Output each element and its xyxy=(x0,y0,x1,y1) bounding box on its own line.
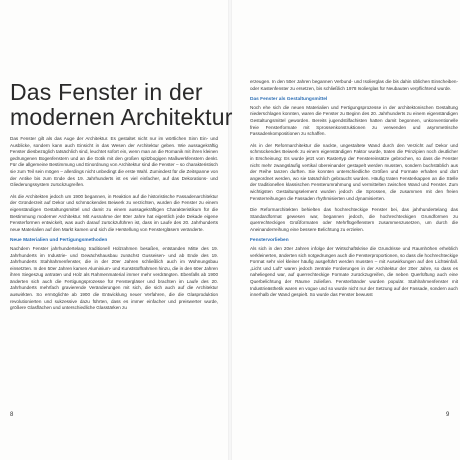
right-text-column xyxy=(250,79,458,304)
section-heading: Neue Materialien und Fertigungsmethoden xyxy=(10,238,108,244)
body-paragraph: Als in der Reformarchitektur die nackte, ungestaltete Wand durch den Verzicht auf Dekor und schmückendes Beiwerk zu einem eigenständigen Faktor wurde, traten die Prinzipien noch deutlicher in Erscheinung: Es wurde jetzt vom Rastertyp der Fenstereinsätze gebrochen, so dass die Fenster nicht mehr zwangsläufig vertikal übereinander gestapelt werden mussten, sondern buchstäblich aus der Reihe tanzen durften. Sie konnten unterschiedliche Größen und Formate erhalten und dort angeordnet werden, wo sie tatsächlich gebraucht wurden. Häufig traten Fensterkappen an die Stelle der traditionellen klassischen Fensterumrahmung und vermittelten zwischen Wand und Fenster. Zum wichtigsten Gestaltungselement wurden jedoch die Sprossen, die zusammen mit den freien Fensterreihungen die Fassaden rhythmisierten und dynamisierten. xyxy=(250,142,458,201)
body-paragraph: erzeugen. In den 50er Jahren begannen Verbund- und Isolierglas die bis dahin üblichen Einscheiben- oder Kastenfenster zu ersetzen, bis schließlich 1978 Isolierglas für Neubauten verpflichtend wurde. xyxy=(250,79,458,91)
chapter-title xyxy=(10,79,233,130)
chapter-title-line-2: modernen Architektur xyxy=(10,104,233,130)
body-paragraph: Die Reformarchitekten behielten das hochrechteckige Fenster bei, das jahrhundertelang das Standardformat gewesen war, begannen jedoch, die hochrechteckigen Grundformen zu querrechteckigen Großformaten oder Mehrflügelfenstern zusammenzusetzen, um durch die Aneinanderreihung eine bessere Belichtung zu erzielen. xyxy=(250,207,458,232)
intro-paragraph: Das Fenster gilt als das Auge der Architektur. Es gestaltet nicht nur im wörtlichen Sinn Ein- und Ausblicke, sondern kann auch Einsicht in das Wesen der Architektur geben. Wie aussagekräftig Fenster diesbezüglich tatsächlich sind, leuchtet sofort ein, wenn man an die Romanik mit ihren kleinen gedrungenen Bogenfenstern und an die Gotik mit den großen spitzbogigen Maßwerkfenstern denkt. Für die allgemeine Bestimmung und Einordnung von Architektur sind die Fenster – so charakteristisch sie zum Teil sein mögen – allerdings nicht unbedingt die erste Wahl. Zumindest für die Zeitspanne von der Antike bis zum Ende des 19. Jahrhunderts ist es viel einfacher, auf das Dekorations- und Gliederungssystem zurückzugreifen. xyxy=(10,136,218,188)
section-heading: Fenstervorlieben xyxy=(250,238,289,244)
right-page xyxy=(232,0,460,460)
body-paragraph: Als sich in den 20er Jahren infolge der Wirtschaftskrise die Grundrisse und Raumhöhen erheblich verkleinerten, änderten sich notgedrungen auch die Fensterproportionen, so dass die hochrechteckige Format sehr viel kleiner häufig ausgeführt werden mussten – mit Auswirkungen auf den Lichteinfall. „Licht und Luft“ waren jedoch zentrale Forderungen in der Architektur der 20er Jahre, so dass es naheliegend war, auf querrechteckige Formate zurückzugreifen, die neben Querlüftung auch eine Querbelichtung der Räume zuließen. Fensterbänder wurden populär. Stahlrahmenfenster mit Industrieästhetik waren en vogue und so wurde nicht nur der Setzung auf der Fassade, sondern auch innerhalb der Wand gespielt. So wurde das Fenster bewusst xyxy=(250,246,458,298)
chapter-title-line-1: Das Fenster in der xyxy=(10,79,203,105)
section-heading: Das Fenster als Gestaltungsmittel xyxy=(250,97,328,103)
page-number-left: 8 xyxy=(10,412,14,418)
body-paragraph: Noch ehe sich die neuen Materialien und Fertigungsprozesse in der architektonischen Gestaltung niederschlagen konnten, waren die Fenster zu Beginn des 20. Jahrhunderts zu einem eigenständigen Gestaltungsmittel geworden. Bereits jugendstilfachisten hatten damit begonnen, unkonventionelle freie Fensterformate mit Sprossenkonstruktionen zu verwenden und asymmetrische Fassadenkompositionen zu schaffen. xyxy=(250,104,458,137)
left-text-column xyxy=(10,136,218,317)
body-paragraph: Nachdem Fenster jahrhundertelang traditionell Holzrahmen besaßen, entstanden Mitte des 19. Jahrhunderts im Industrie- und Gewächshausbau zunächst Gusseisen- und ab Ende des 19. Jahrhunderts Stahlrahmenfenster, die in der 20er Jahren schließlich auch im Wohnungsbau einsetzten. In den 50er Jahren kamen Aluminium- und Kunststoffrahmen hinzu, die in den 60er Jahren ihren Siegeszug antraten und Holz als Rahmenmaterial immer mehr verdrängten. Ebenfalls ab 1900 änderten sich auch die Fertigungsprozesse für Fenstergläser und brachten im Laufe des 20. Jahrhunderts mehrfach gravierende Veränderungen mit sich, die sich auch auf die Architektur auswirkten. So ermöglichte ab 1900 die Entwicklung neuer Verfahren, die die Glasproduktion revolutionierten und sukzessive dazu führten, dass es immer einfacher und preiswerter wurde, größere Glasflächen und unterschiedliche Glasstärken zu xyxy=(10,245,218,311)
body-paragraph: Als die Architekten jedoch um 1900 begannen, in Reaktion auf die historistische Fassadenarchitektur der Gründerzeit auf Dekor und schmückendes Beiwerk zu verzichten, wurden die Fenster zu einem eigenständigen Gestaltungsmittel und damit zu einem aussagekräftigen Charakteristikum für die Bestimmung moderner Architektur. Mit Ausnahme der 80er Jahre hat eigentlich jede Dekade eigene Fensterformen entwickelt, was auch darauf zurückzuführen ist, dass im Laufe des 20. Jahrhunderts neue Materialien auf den Markt kamen und sich die Herstellung von Fenstergläsern veränderte. xyxy=(10,193,218,232)
page-number-right: 9 xyxy=(446,412,450,418)
